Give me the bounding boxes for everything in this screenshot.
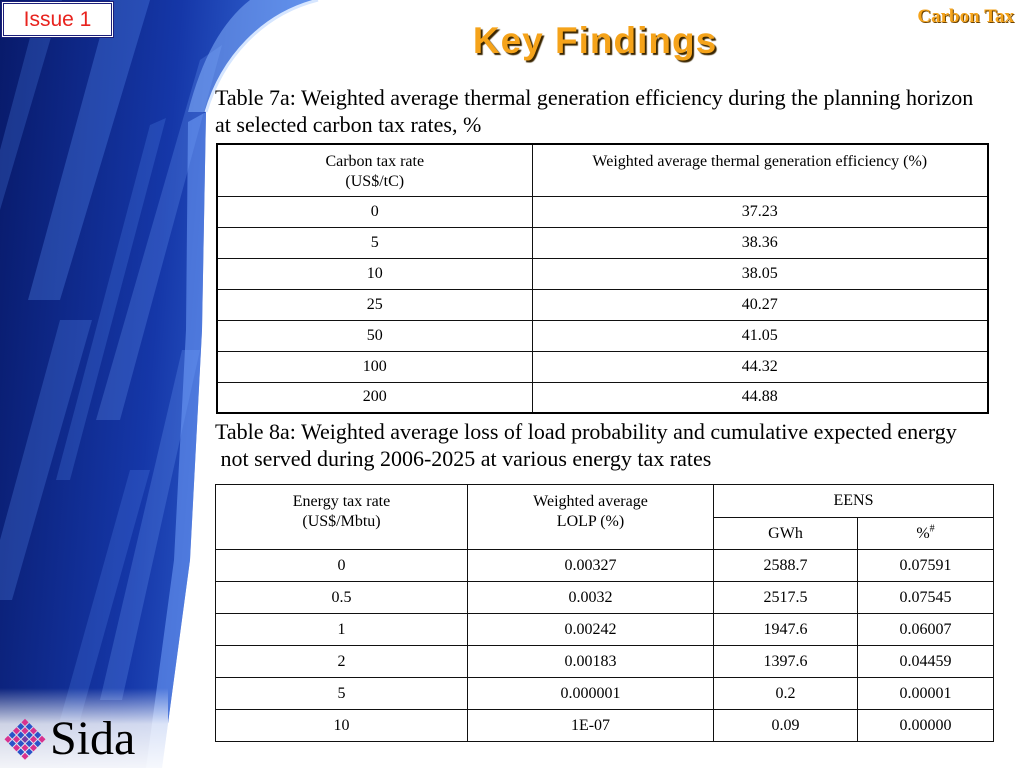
table-8a (215, 484, 994, 742)
cell-carbon-tax-rate: 0 (217, 196, 532, 227)
table-row (216, 646, 994, 678)
table-row (216, 582, 994, 614)
cell-energy-tax-rate: 10 (216, 710, 468, 742)
table-7a (216, 143, 989, 414)
table-8a-caption (215, 418, 957, 472)
sida-diamond-icon (2, 712, 48, 768)
cell-eens-percent: 0.07545 (858, 582, 994, 614)
header-eens-percent (858, 518, 994, 550)
cell-carbon-tax-rate: 25 (217, 289, 532, 320)
percent-symbol: % (916, 524, 930, 542)
table-row (217, 258, 988, 289)
topic-label: Carbon Tax (917, 6, 1014, 27)
header-efficiency (532, 144, 988, 196)
table-row (216, 710, 994, 742)
table-row (217, 289, 988, 320)
table-row (217, 320, 988, 351)
cell-efficiency: 38.36 (532, 227, 988, 258)
cell-lolp: 0.00183 (468, 646, 714, 678)
header-line: Weighted average thermal generation efficiency (%) (592, 153, 928, 170)
cell-carbon-tax-rate: 100 (217, 351, 532, 382)
cell-carbon-tax-rate: 10 (217, 258, 532, 289)
cell-lolp: 0.0032 (468, 582, 714, 614)
header-line: Weighted average (533, 493, 648, 510)
cell-energy-tax-rate: 5 (216, 678, 468, 710)
table-7a-caption (215, 84, 973, 138)
cell-efficiency: 38.05 (532, 258, 988, 289)
cell-lolp: 0.00242 (468, 614, 714, 646)
cell-eens-percent: 0.04459 (858, 646, 994, 678)
cell-lolp: 0.000001 (468, 678, 714, 710)
cell-efficiency: 44.32 (532, 351, 988, 382)
cell-lolp: 1E-07 (468, 710, 714, 742)
header-eens-gwh: GWh (714, 518, 858, 550)
cell-eens-gwh: 1397.6 (714, 646, 858, 678)
cell-eens-percent: 0.07591 (858, 550, 994, 582)
table-row (217, 227, 988, 258)
cell-carbon-tax-rate: 5 (217, 227, 532, 258)
issue-badge (1, 1, 114, 38)
sida-logo-text: Sida (50, 712, 136, 765)
caption-line: Table 8a: Weighted average loss of load probability and cumulative expected energy (215, 419, 957, 444)
cell-carbon-tax-rate: 200 (217, 382, 532, 413)
cell-energy-tax-rate: 2 (216, 646, 468, 678)
sida-logo (0, 712, 160, 768)
cell-lolp: 0.00327 (468, 550, 714, 582)
footnote-mark: # (929, 523, 935, 535)
header-line: Energy tax rate (292, 493, 391, 510)
header-carbon-tax-rate (217, 144, 532, 196)
table-row (216, 550, 994, 582)
caption-line: Table 7a: Weighted average thermal generation efficiency during the planning horizon (215, 85, 974, 110)
caption-line: at selected carbon tax rates, % (215, 112, 482, 137)
cell-energy-tax-rate: 0 (216, 550, 468, 582)
cell-efficiency: 37.23 (532, 196, 988, 227)
cell-efficiency: 40.27 (532, 289, 988, 320)
cell-eens-gwh: 2588.7 (714, 550, 858, 582)
header-lolp (468, 485, 714, 550)
cell-eens-gwh: 0.09 (714, 710, 858, 742)
cell-eens-percent: 0.06007 (858, 614, 994, 646)
cell-eens-gwh: 2517.5 (714, 582, 858, 614)
table-row (216, 614, 994, 646)
cell-eens-percent: 0.00001 (858, 678, 994, 710)
cell-eens-gwh: 1947.6 (714, 614, 858, 646)
table-row (217, 351, 988, 382)
slide-title: Key Findings (472, 20, 718, 61)
header-line: (US$/Mbtu) (302, 513, 381, 530)
cell-energy-tax-rate: 0.5 (216, 582, 468, 614)
cell-efficiency: 44.88 (532, 382, 988, 413)
cell-eens-percent: 0.00000 (858, 710, 994, 742)
table-header-row (216, 485, 994, 518)
header-line: Carbon tax rate (325, 153, 425, 170)
table-row (216, 678, 994, 710)
header-line: LOLP (%) (556, 513, 625, 530)
table-row (217, 196, 988, 227)
cell-efficiency: 41.05 (532, 320, 988, 351)
cell-eens-gwh: 0.2 (714, 678, 858, 710)
cell-carbon-tax-rate: 50 (217, 320, 532, 351)
header-eens: EENS (714, 485, 994, 518)
cell-energy-tax-rate: 1 (216, 614, 468, 646)
header-line: (US$/tC) (345, 173, 405, 190)
header-energy-tax-rate (216, 485, 468, 550)
table-header-row (217, 144, 988, 196)
caption-line: not served during 2006-2025 at various energy tax rates (215, 446, 712, 471)
issue-label: Issue 1 (23, 7, 92, 31)
table-row (217, 382, 988, 413)
